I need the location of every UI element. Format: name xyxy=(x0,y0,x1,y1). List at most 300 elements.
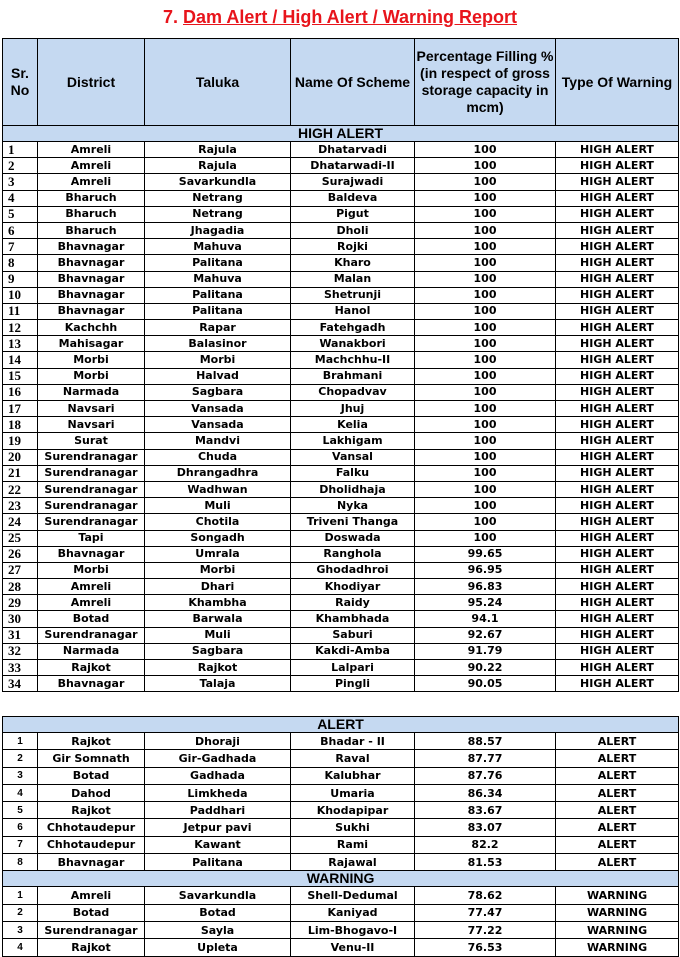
section-high-alert xyxy=(3,126,679,142)
table-row xyxy=(3,854,679,871)
cell-taluka: Gadhada xyxy=(145,767,291,784)
cell-percentage: 87.76 xyxy=(415,767,556,784)
cell-scheme: Raidy xyxy=(291,595,415,611)
cell-sr-no: 29 xyxy=(3,595,38,611)
cell-warning-type: ALERT xyxy=(556,733,679,750)
cell-district: Bhavnagar xyxy=(38,287,145,303)
cell-sr-no: 4 xyxy=(3,784,38,801)
cell-scheme: Ghodadhroi xyxy=(291,562,415,578)
cell-sr-no: 3 xyxy=(3,921,38,938)
cell-percentage: 100 xyxy=(415,174,556,190)
cell-district: Amreli xyxy=(38,579,145,595)
header-warning-type: Type Of Warning xyxy=(556,39,679,126)
cell-taluka: Muli xyxy=(145,627,291,643)
cell-scheme: Pingli xyxy=(291,676,415,692)
table-row xyxy=(3,481,679,497)
cell-sr-no: 26 xyxy=(3,546,38,562)
table-row xyxy=(3,784,679,801)
cell-warning-type: HIGH ALERT xyxy=(556,643,679,659)
cell-district: Bhavnagar xyxy=(38,854,145,871)
cell-scheme: Wanakbori xyxy=(291,336,415,352)
cell-taluka: Songadh xyxy=(145,530,291,546)
cell-district: Rajkot xyxy=(38,660,145,676)
cell-percentage: 91.79 xyxy=(415,643,556,659)
cell-district: Narmada xyxy=(38,643,145,659)
cell-percentage: 100 xyxy=(415,401,556,417)
cell-warning-type: HIGH ALERT xyxy=(556,530,679,546)
cell-percentage: 83.67 xyxy=(415,802,556,819)
cell-district: Surendranagar xyxy=(38,498,145,514)
cell-taluka: Palitana xyxy=(145,255,291,271)
report-title xyxy=(0,6,680,28)
cell-warning-type: HIGH ALERT xyxy=(556,546,679,562)
cell-warning-type: HIGH ALERT xyxy=(556,190,679,206)
cell-sr-no: 9 xyxy=(3,271,38,287)
cell-warning-type: ALERT xyxy=(556,854,679,871)
cell-taluka: Muli xyxy=(145,498,291,514)
table-row xyxy=(3,368,679,384)
cell-taluka: Umrala xyxy=(145,546,291,562)
cell-warning-type: HIGH ALERT xyxy=(556,384,679,400)
cell-taluka: Rajula xyxy=(145,158,291,174)
cell-district: Morbi xyxy=(38,352,145,368)
cell-sr-no: 8 xyxy=(3,255,38,271)
header-percentage: Percentage Filling % (in respect of gross storage capacity in mcm) xyxy=(415,39,556,126)
cell-taluka: Sagbara xyxy=(145,384,291,400)
cell-warning-type: HIGH ALERT xyxy=(556,449,679,465)
cell-sr-no: 11 xyxy=(3,303,38,319)
cell-sr-no: 4 xyxy=(3,190,38,206)
section-alert xyxy=(3,717,679,733)
section-high-alert-label: HIGH ALERT xyxy=(3,126,679,142)
cell-warning-type: HIGH ALERT xyxy=(556,481,679,497)
cell-percentage: 100 xyxy=(415,352,556,368)
cell-taluka: Barwala xyxy=(145,611,291,627)
cell-sr-no: 20 xyxy=(3,449,38,465)
cell-sr-no: 7 xyxy=(3,239,38,255)
table-row xyxy=(3,417,679,433)
cell-percentage: 100 xyxy=(415,384,556,400)
cell-warning-type: HIGH ALERT xyxy=(556,255,679,271)
cell-sr-no: 2 xyxy=(3,750,38,767)
cell-scheme: Bhadar - II xyxy=(291,733,415,750)
cell-warning-type: HIGH ALERT xyxy=(556,627,679,643)
cell-scheme: Dhatarvadi xyxy=(291,142,415,158)
cell-scheme: Sukhi xyxy=(291,819,415,836)
cell-percentage: 100 xyxy=(415,206,556,222)
cell-percentage: 76.53 xyxy=(415,939,556,956)
cell-percentage: 83.07 xyxy=(415,819,556,836)
cell-scheme: Fatehgadh xyxy=(291,320,415,336)
cell-scheme: Hanol xyxy=(291,303,415,319)
cell-sr-no: 24 xyxy=(3,514,38,530)
cell-warning-type: HIGH ALERT xyxy=(556,303,679,319)
cell-district: Botad xyxy=(38,611,145,627)
cell-warning-type: HIGH ALERT xyxy=(556,595,679,611)
cell-sr-no: 1 xyxy=(3,887,38,904)
table-row xyxy=(3,546,679,562)
table-row xyxy=(3,767,679,784)
cell-warning-type: HIGH ALERT xyxy=(556,271,679,287)
cell-scheme: Saburi xyxy=(291,627,415,643)
section-alert-label: ALERT xyxy=(3,717,679,733)
cell-sr-no: 27 xyxy=(3,562,38,578)
cell-sr-no: 2 xyxy=(3,904,38,921)
cell-district: Bhavnagar xyxy=(38,546,145,562)
cell-taluka: Savarkundla xyxy=(145,174,291,190)
cell-percentage: 100 xyxy=(415,287,556,303)
table-row xyxy=(3,562,679,578)
cell-warning-type: HIGH ALERT xyxy=(556,514,679,530)
table-row xyxy=(3,676,679,692)
cell-warning-type: HIGH ALERT xyxy=(556,660,679,676)
cell-district: Bhavnagar xyxy=(38,303,145,319)
cell-taluka: Rapar xyxy=(145,320,291,336)
cell-percentage: 100 xyxy=(415,190,556,206)
table-row xyxy=(3,384,679,400)
cell-percentage: 81.53 xyxy=(415,854,556,871)
cell-percentage: 96.95 xyxy=(415,562,556,578)
cell-scheme: Kakdi-Amba xyxy=(291,643,415,659)
cell-scheme: Brahmani xyxy=(291,368,415,384)
cell-district: Bhavnagar xyxy=(38,676,145,692)
table-row xyxy=(3,802,679,819)
cell-percentage: 100 xyxy=(415,239,556,255)
cell-scheme: Nyka xyxy=(291,498,415,514)
header-taluka: Taluka xyxy=(145,39,291,126)
table-row xyxy=(3,595,679,611)
cell-taluka: Netrang xyxy=(145,190,291,206)
cell-district: Bhavnagar xyxy=(38,239,145,255)
cell-taluka: Botad xyxy=(145,904,291,921)
cell-scheme: Ranghola xyxy=(291,546,415,562)
cell-sr-no: 12 xyxy=(3,320,38,336)
table-row xyxy=(3,836,679,853)
cell-scheme: Khodiyar xyxy=(291,579,415,595)
cell-scheme: Malan xyxy=(291,271,415,287)
cell-district: Surendranagar xyxy=(38,449,145,465)
cell-district: Tapi xyxy=(38,530,145,546)
cell-district: Kachchh xyxy=(38,320,145,336)
table-row xyxy=(3,336,679,352)
cell-warning-type: ALERT xyxy=(556,819,679,836)
cell-district: Surendranagar xyxy=(38,921,145,938)
cell-sr-no: 4 xyxy=(3,939,38,956)
cell-percentage: 77.22 xyxy=(415,921,556,938)
cell-sr-no: 32 xyxy=(3,643,38,659)
cell-district: Bhavnagar xyxy=(38,255,145,271)
cell-warning-type: HIGH ALERT xyxy=(556,352,679,368)
cell-warning-type: HIGH ALERT xyxy=(556,222,679,238)
cell-taluka: Savarkundla xyxy=(145,887,291,904)
cell-district: Surendranagar xyxy=(38,627,145,643)
cell-percentage: 88.57 xyxy=(415,733,556,750)
table-row xyxy=(3,904,679,921)
cell-taluka: Vansada xyxy=(145,417,291,433)
cell-district: Rajkot xyxy=(38,802,145,819)
cell-warning-type: HIGH ALERT xyxy=(556,142,679,158)
cell-percentage: 100 xyxy=(415,320,556,336)
cell-taluka: Halvad xyxy=(145,368,291,384)
cell-sr-no: 1 xyxy=(3,142,38,158)
cell-sr-no: 16 xyxy=(3,384,38,400)
table-row xyxy=(3,239,679,255)
cell-percentage: 100 xyxy=(415,158,556,174)
cell-taluka: Palitana xyxy=(145,287,291,303)
table-row xyxy=(3,530,679,546)
table-row xyxy=(3,660,679,676)
cell-sr-no: 2 xyxy=(3,158,38,174)
table-row xyxy=(3,465,679,481)
cell-taluka: Khambha xyxy=(145,595,291,611)
cell-sr-no: 3 xyxy=(3,174,38,190)
cell-district: Gir Somnath xyxy=(38,750,145,767)
cell-warning-type: ALERT xyxy=(556,836,679,853)
cell-sr-no: 14 xyxy=(3,352,38,368)
cell-district: Dahod xyxy=(38,784,145,801)
table-row xyxy=(3,190,679,206)
cell-sr-no: 33 xyxy=(3,660,38,676)
cell-scheme: Rami xyxy=(291,836,415,853)
cell-taluka: Rajkot xyxy=(145,660,291,676)
cell-warning-type: WARNING xyxy=(556,904,679,921)
cell-warning-type: HIGH ALERT xyxy=(556,401,679,417)
cell-sr-no: 6 xyxy=(3,819,38,836)
cell-percentage: 100 xyxy=(415,417,556,433)
cell-warning-type: HIGH ALERT xyxy=(556,158,679,174)
cell-scheme: Kelia xyxy=(291,417,415,433)
header-district: District xyxy=(38,39,145,126)
cell-warning-type: HIGH ALERT xyxy=(556,465,679,481)
cell-percentage: 95.24 xyxy=(415,595,556,611)
table-row xyxy=(3,352,679,368)
cell-scheme: Doswada xyxy=(291,530,415,546)
cell-warning-type: HIGH ALERT xyxy=(556,433,679,449)
cell-taluka: Palitana xyxy=(145,303,291,319)
section-warning-label: WARNING xyxy=(3,871,679,887)
cell-district: Bhavnagar xyxy=(38,271,145,287)
table-row xyxy=(3,733,679,750)
cell-taluka: Sayla xyxy=(145,921,291,938)
table-row xyxy=(3,750,679,767)
header-scheme: Name Of Scheme xyxy=(291,39,415,126)
cell-taluka: Paddhari xyxy=(145,802,291,819)
cell-scheme: Vansal xyxy=(291,449,415,465)
table-row xyxy=(3,222,679,238)
cell-scheme: Venu-II xyxy=(291,939,415,956)
cell-taluka: Mahuva xyxy=(145,239,291,255)
cell-district: Rajkot xyxy=(38,733,145,750)
table-row xyxy=(3,819,679,836)
cell-district: Morbi xyxy=(38,562,145,578)
cell-sr-no: 18 xyxy=(3,417,38,433)
cell-district: Botad xyxy=(38,904,145,921)
cell-taluka: Balasinor xyxy=(145,336,291,352)
table-row xyxy=(3,206,679,222)
cell-scheme: Khambhada xyxy=(291,611,415,627)
cell-sr-no: 21 xyxy=(3,465,38,481)
cell-taluka: Sagbara xyxy=(145,643,291,659)
header-sr-no: Sr. No xyxy=(3,39,38,126)
table-row xyxy=(3,255,679,271)
cell-percentage: 90.22 xyxy=(415,660,556,676)
cell-percentage: 100 xyxy=(415,336,556,352)
cell-warning-type: HIGH ALERT xyxy=(556,239,679,255)
cell-district: Amreli xyxy=(38,158,145,174)
cell-sr-no: 28 xyxy=(3,579,38,595)
table-row xyxy=(3,287,679,303)
cell-taluka: Mahuva xyxy=(145,271,291,287)
cell-sr-no: 3 xyxy=(3,767,38,784)
cell-scheme: Raval xyxy=(291,750,415,767)
cell-district: Amreli xyxy=(38,595,145,611)
cell-warning-type: WARNING xyxy=(556,887,679,904)
cell-percentage: 78.62 xyxy=(415,887,556,904)
cell-sr-no: 5 xyxy=(3,802,38,819)
cell-warning-type: HIGH ALERT xyxy=(556,287,679,303)
cell-district: Morbi xyxy=(38,368,145,384)
cell-percentage: 77.47 xyxy=(415,904,556,921)
cell-scheme: Kalubhar xyxy=(291,767,415,784)
table-row xyxy=(3,579,679,595)
cell-percentage: 100 xyxy=(415,271,556,287)
cell-district: Amreli xyxy=(38,174,145,190)
cell-district: Navsari xyxy=(38,417,145,433)
cell-scheme: Lakhigam xyxy=(291,433,415,449)
cell-warning-type: ALERT xyxy=(556,767,679,784)
cell-scheme: Rojki xyxy=(291,239,415,255)
cell-scheme: Khodapipar xyxy=(291,802,415,819)
cell-scheme: Kharo xyxy=(291,255,415,271)
cell-taluka: Vansada xyxy=(145,401,291,417)
cell-percentage: 100 xyxy=(415,530,556,546)
cell-scheme: Falku xyxy=(291,465,415,481)
cell-scheme: Pigut xyxy=(291,206,415,222)
table-header-row xyxy=(3,39,679,126)
cell-sr-no: 7 xyxy=(3,836,38,853)
cell-scheme: Baldeva xyxy=(291,190,415,206)
cell-district: Surendranagar xyxy=(38,465,145,481)
cell-district: Narmada xyxy=(38,384,145,400)
cell-taluka: Wadhwan xyxy=(145,481,291,497)
cell-scheme: Umaria xyxy=(291,784,415,801)
cell-percentage: 100 xyxy=(415,222,556,238)
cell-percentage: 100 xyxy=(415,368,556,384)
cell-warning-type: HIGH ALERT xyxy=(556,174,679,190)
cell-scheme: Triveni Thanga xyxy=(291,514,415,530)
cell-taluka: Kawant xyxy=(145,836,291,853)
cell-sr-no: 6 xyxy=(3,222,38,238)
cell-percentage: 100 xyxy=(415,465,556,481)
table-row xyxy=(3,939,679,956)
cell-scheme: Shell-Dedumal xyxy=(291,887,415,904)
cell-scheme: Jhuj xyxy=(291,401,415,417)
cell-percentage: 82.2 xyxy=(415,836,556,853)
high-alert-table xyxy=(2,38,679,692)
section-warning xyxy=(3,871,679,887)
cell-taluka: Palitana xyxy=(145,854,291,871)
cell-percentage: 100 xyxy=(415,514,556,530)
report-title-number: 7. xyxy=(162,7,178,27)
cell-scheme: Machchhu-II xyxy=(291,352,415,368)
cell-district: Surendranagar xyxy=(38,514,145,530)
cell-sr-no: 10 xyxy=(3,287,38,303)
cell-taluka: Mandvi xyxy=(145,433,291,449)
cell-scheme: Dholidhaja xyxy=(291,481,415,497)
cell-warning-type: HIGH ALERT xyxy=(556,368,679,384)
table-row xyxy=(3,921,679,938)
table-row xyxy=(3,142,679,158)
cell-scheme: Lim-Bhogavo-I xyxy=(291,921,415,938)
cell-sr-no: 30 xyxy=(3,611,38,627)
cell-percentage: 96.83 xyxy=(415,579,556,595)
cell-district: Surat xyxy=(38,433,145,449)
table-row xyxy=(3,514,679,530)
cell-percentage: 90.05 xyxy=(415,676,556,692)
table-row xyxy=(3,887,679,904)
cell-taluka: Dhoraji xyxy=(145,733,291,750)
cell-district: Amreli xyxy=(38,887,145,904)
cell-scheme: Rajawal xyxy=(291,854,415,871)
table-row xyxy=(3,320,679,336)
cell-percentage: 100 xyxy=(415,433,556,449)
cell-district: Navsari xyxy=(38,401,145,417)
cell-sr-no: 15 xyxy=(3,368,38,384)
cell-taluka: Limkheda xyxy=(145,784,291,801)
table-row xyxy=(3,449,679,465)
cell-taluka: Chuda xyxy=(145,449,291,465)
report-title-text: Dam Alert / High Alert / Warning Report xyxy=(183,7,518,27)
table-row xyxy=(3,401,679,417)
table-row xyxy=(3,303,679,319)
cell-district: Bharuch xyxy=(38,206,145,222)
table-row xyxy=(3,271,679,287)
cell-scheme: Chopadvav xyxy=(291,384,415,400)
cell-percentage: 100 xyxy=(415,498,556,514)
alert-warning-table xyxy=(2,716,679,957)
cell-sr-no: 5 xyxy=(3,206,38,222)
cell-warning-type: HIGH ALERT xyxy=(556,676,679,692)
cell-sr-no: 17 xyxy=(3,401,38,417)
cell-percentage: 92.67 xyxy=(415,627,556,643)
cell-sr-no: 31 xyxy=(3,627,38,643)
cell-taluka: Chotila xyxy=(145,514,291,530)
cell-sr-no: 22 xyxy=(3,481,38,497)
cell-warning-type: HIGH ALERT xyxy=(556,611,679,627)
cell-sr-no: 34 xyxy=(3,676,38,692)
cell-taluka: Gir-Gadhada xyxy=(145,750,291,767)
cell-warning-type: HIGH ALERT xyxy=(556,417,679,433)
cell-warning-type: ALERT xyxy=(556,784,679,801)
cell-district: Amreli xyxy=(38,142,145,158)
cell-percentage: 99.65 xyxy=(415,546,556,562)
table-row xyxy=(3,611,679,627)
cell-scheme: Surajwadi xyxy=(291,174,415,190)
cell-percentage: 100 xyxy=(415,303,556,319)
cell-sr-no: 19 xyxy=(3,433,38,449)
cell-percentage: 100 xyxy=(415,142,556,158)
cell-district: Mahisagar xyxy=(38,336,145,352)
table-row xyxy=(3,498,679,514)
table-row xyxy=(3,643,679,659)
cell-warning-type: ALERT xyxy=(556,802,679,819)
cell-taluka: Upleta xyxy=(145,939,291,956)
cell-percentage: 100 xyxy=(415,481,556,497)
cell-taluka: Jetpur pavi xyxy=(145,819,291,836)
cell-sr-no: 25 xyxy=(3,530,38,546)
table-row xyxy=(3,433,679,449)
table-row xyxy=(3,158,679,174)
